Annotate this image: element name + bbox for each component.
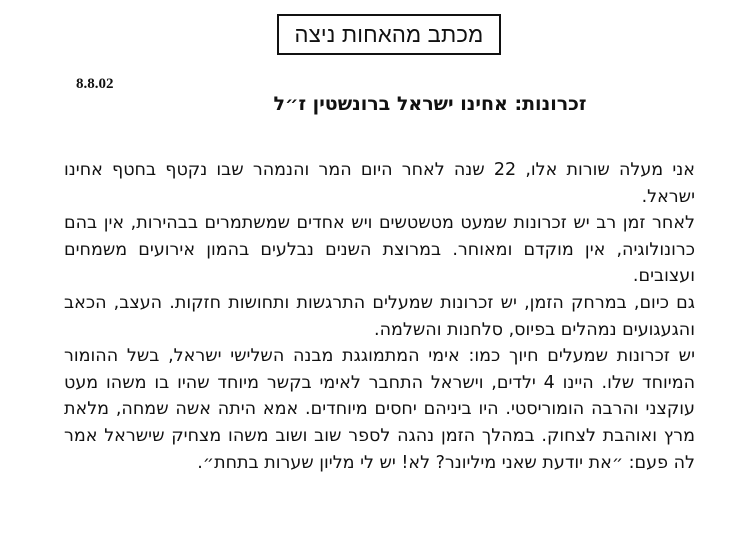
paragraph: יש זכרונות שמעלים חיוך כמו: אימי המתמוגגת מבנה השלישי ישראל, בשל ההומור המיוחד שלו. היינו 4 ילדים, וישראל התחבר לאימי בקשר מיוחד שהיו בו משהו מעט עוקצני והרבה הומוריסטי. היו ביניהם יחסים מיוחדים. אמא היתה אשה שמחה, מלאת מרץ ואוהבת לצחוק. במהלך הזמן נהגה לספר שוב ושוב משהו מצחיק שישראל אמר לה פעם: ״את יודעת שאני מיליונר? לא! יש לי מליון שערות בתחת״. [64,346,696,473]
letter-body [64,157,695,476]
paragraph: גם כיום, במרחק הזמן, יש זכרונות שמעלים התרגשות ותחושות חזקות. העצב, הכאב והגעגועים נמהלים בפיוס, סלחנות והשלמה. [64,292,695,340]
letter-heading: זכרונות: אחינו ישראל ברונשטין ז״ל [273,93,587,115]
title-box [277,14,501,55]
paragraph: אני מעלה שורות אלו, 22 שנה לאחר היום המר והנמהר שבו נקטף בחטף אחינו ישראל. [64,160,695,207]
letter-date: 8.8.02 [76,76,114,92]
box-title: מכתב מהאחות ניצה [294,21,484,47]
paragraph: לאחר זמן רב יש זכרונות שמעט מטשטשים ויש אחדים שמשתמרים בבהירות, אין בהם כרונולוגיה, אין מוקדם ומאוחר. במרוצת השנים נבלעים בהמון אירועים משמחים ועצובים. [64,213,695,287]
